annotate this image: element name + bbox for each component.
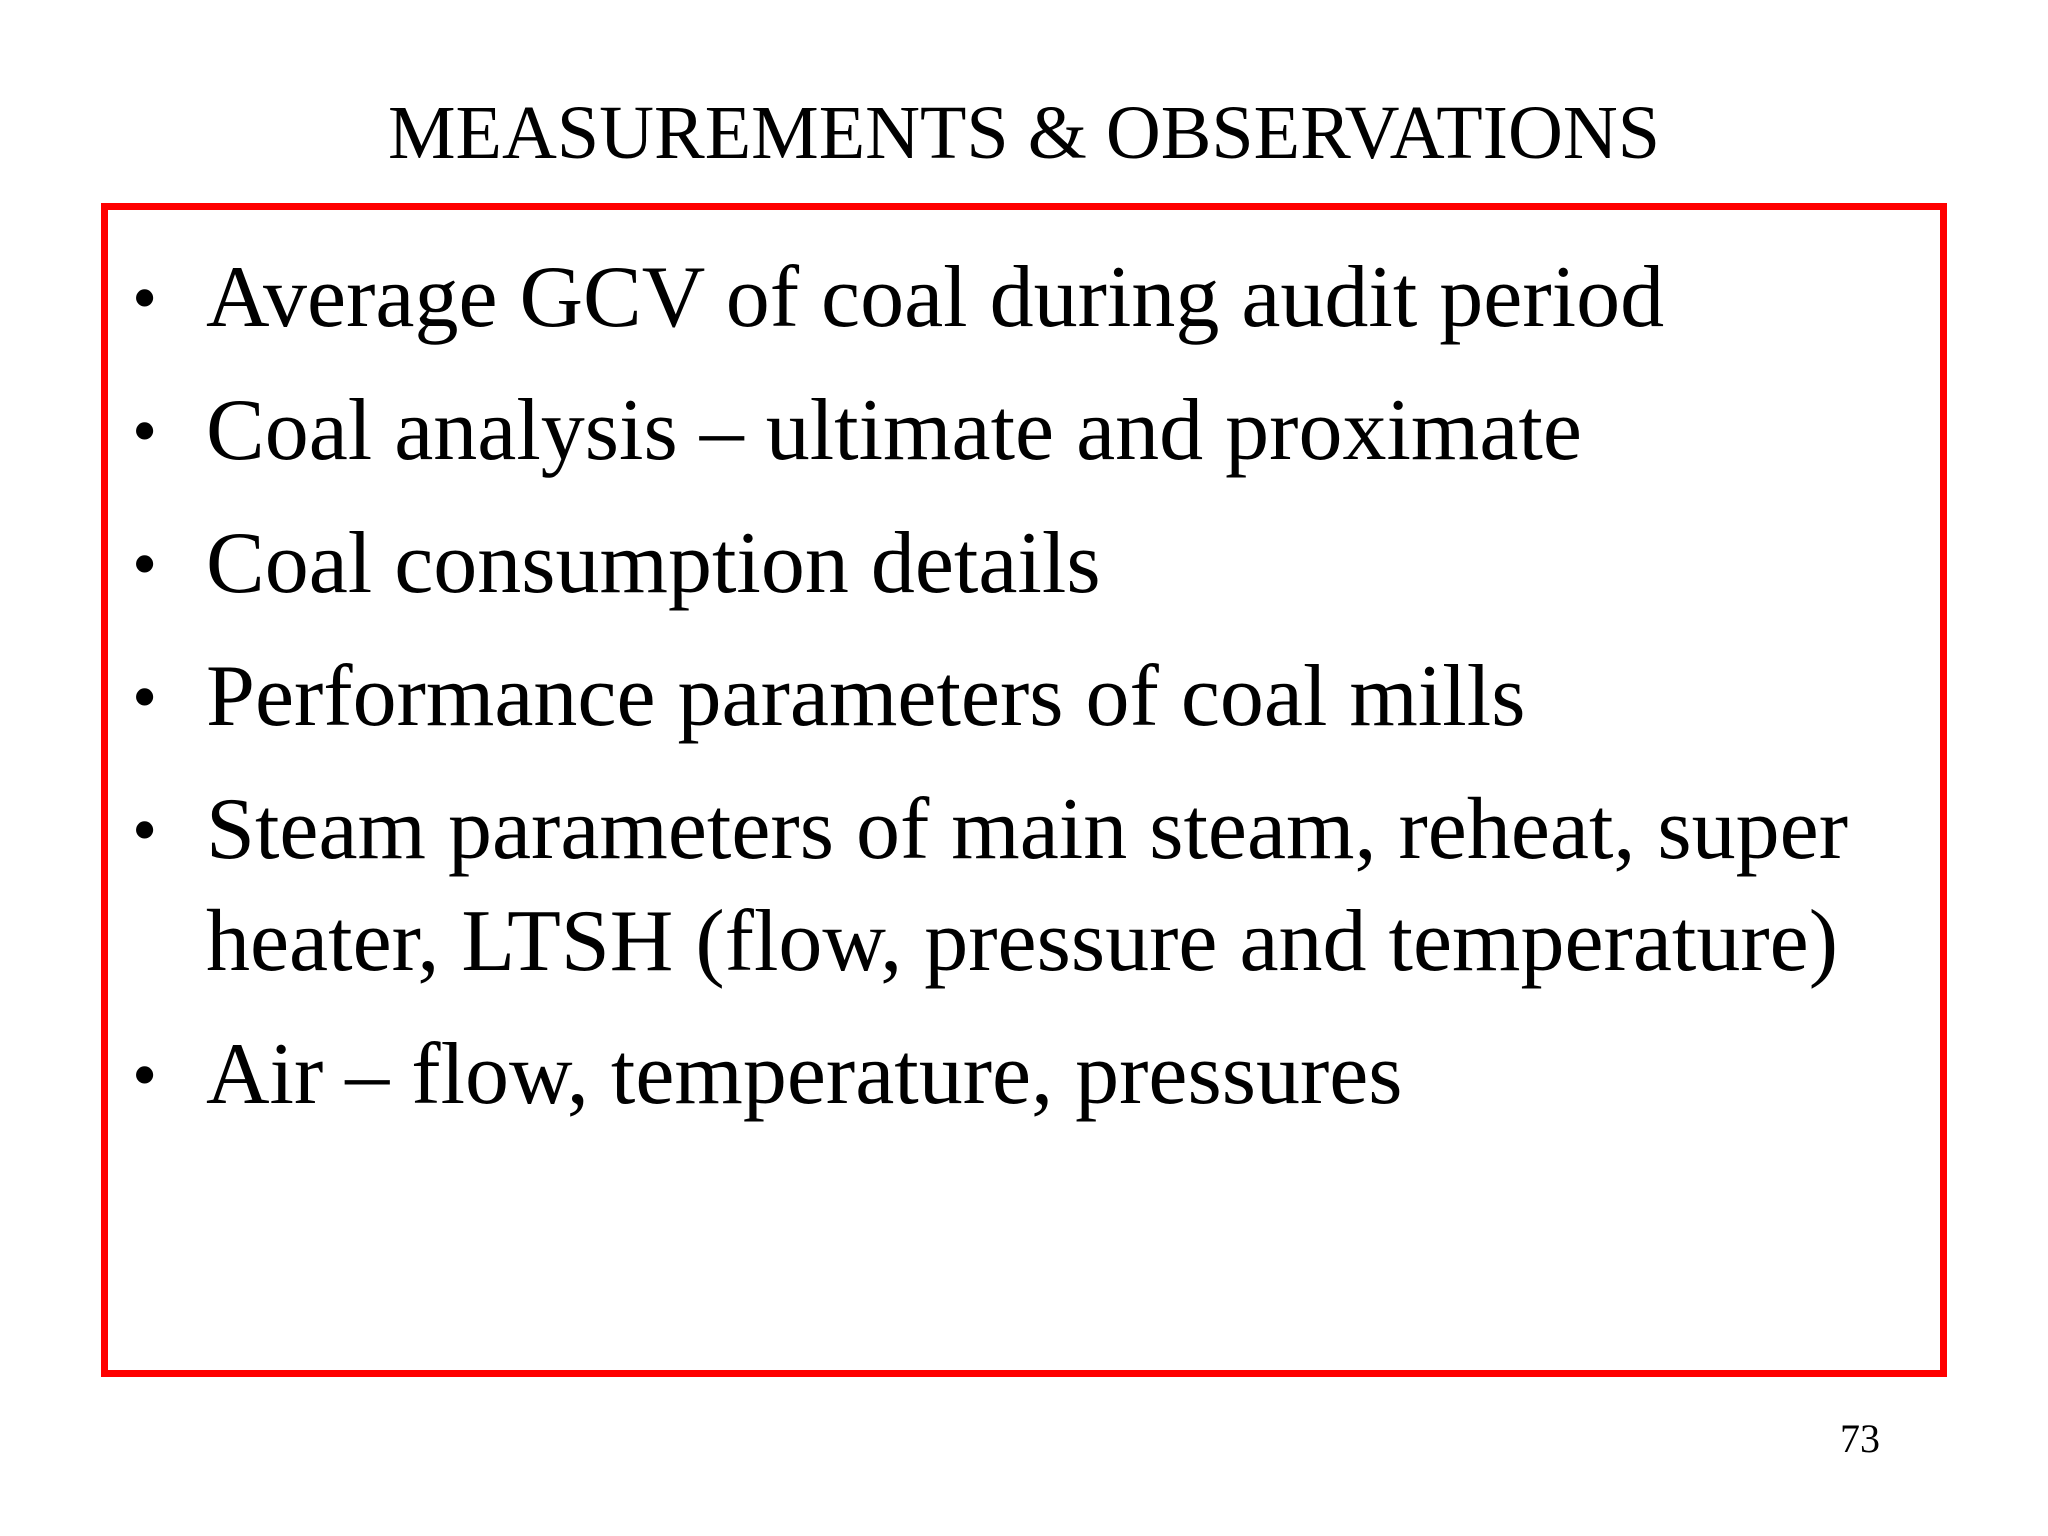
bullet-text-line-2: heater, LTSH (flow, pressure and temperature) [206, 893, 1838, 990]
bullet-text: • Performance parameters of coal mills [206, 648, 1526, 745]
bullet-item [108, 242, 1848, 354]
bullet-text: • Coal analysis – ultimate and proximate [206, 382, 1582, 479]
bullet-item [108, 375, 1848, 487]
bullet-text: • Air – flow, temperature, pressures [206, 1026, 1403, 1123]
page-number: 73 [1840, 1416, 1880, 1461]
bullet-item [108, 774, 1848, 998]
bullet-text-line-1: • Steam parameters of main steam, reheat, super [206, 781, 1849, 878]
bullet-item [108, 1019, 1848, 1131]
bullet-list [108, 242, 1848, 1152]
bullet-text: • Coal consumption details [206, 515, 1101, 612]
bullet-text: • Average GCV of coal during audit period [206, 249, 1665, 346]
bullet-item [108, 508, 1848, 620]
content-box [101, 203, 1947, 1377]
slide-title: MEASUREMENTS & OBSERVATIONS [387, 91, 1661, 175]
bullet-item [108, 641, 1848, 753]
